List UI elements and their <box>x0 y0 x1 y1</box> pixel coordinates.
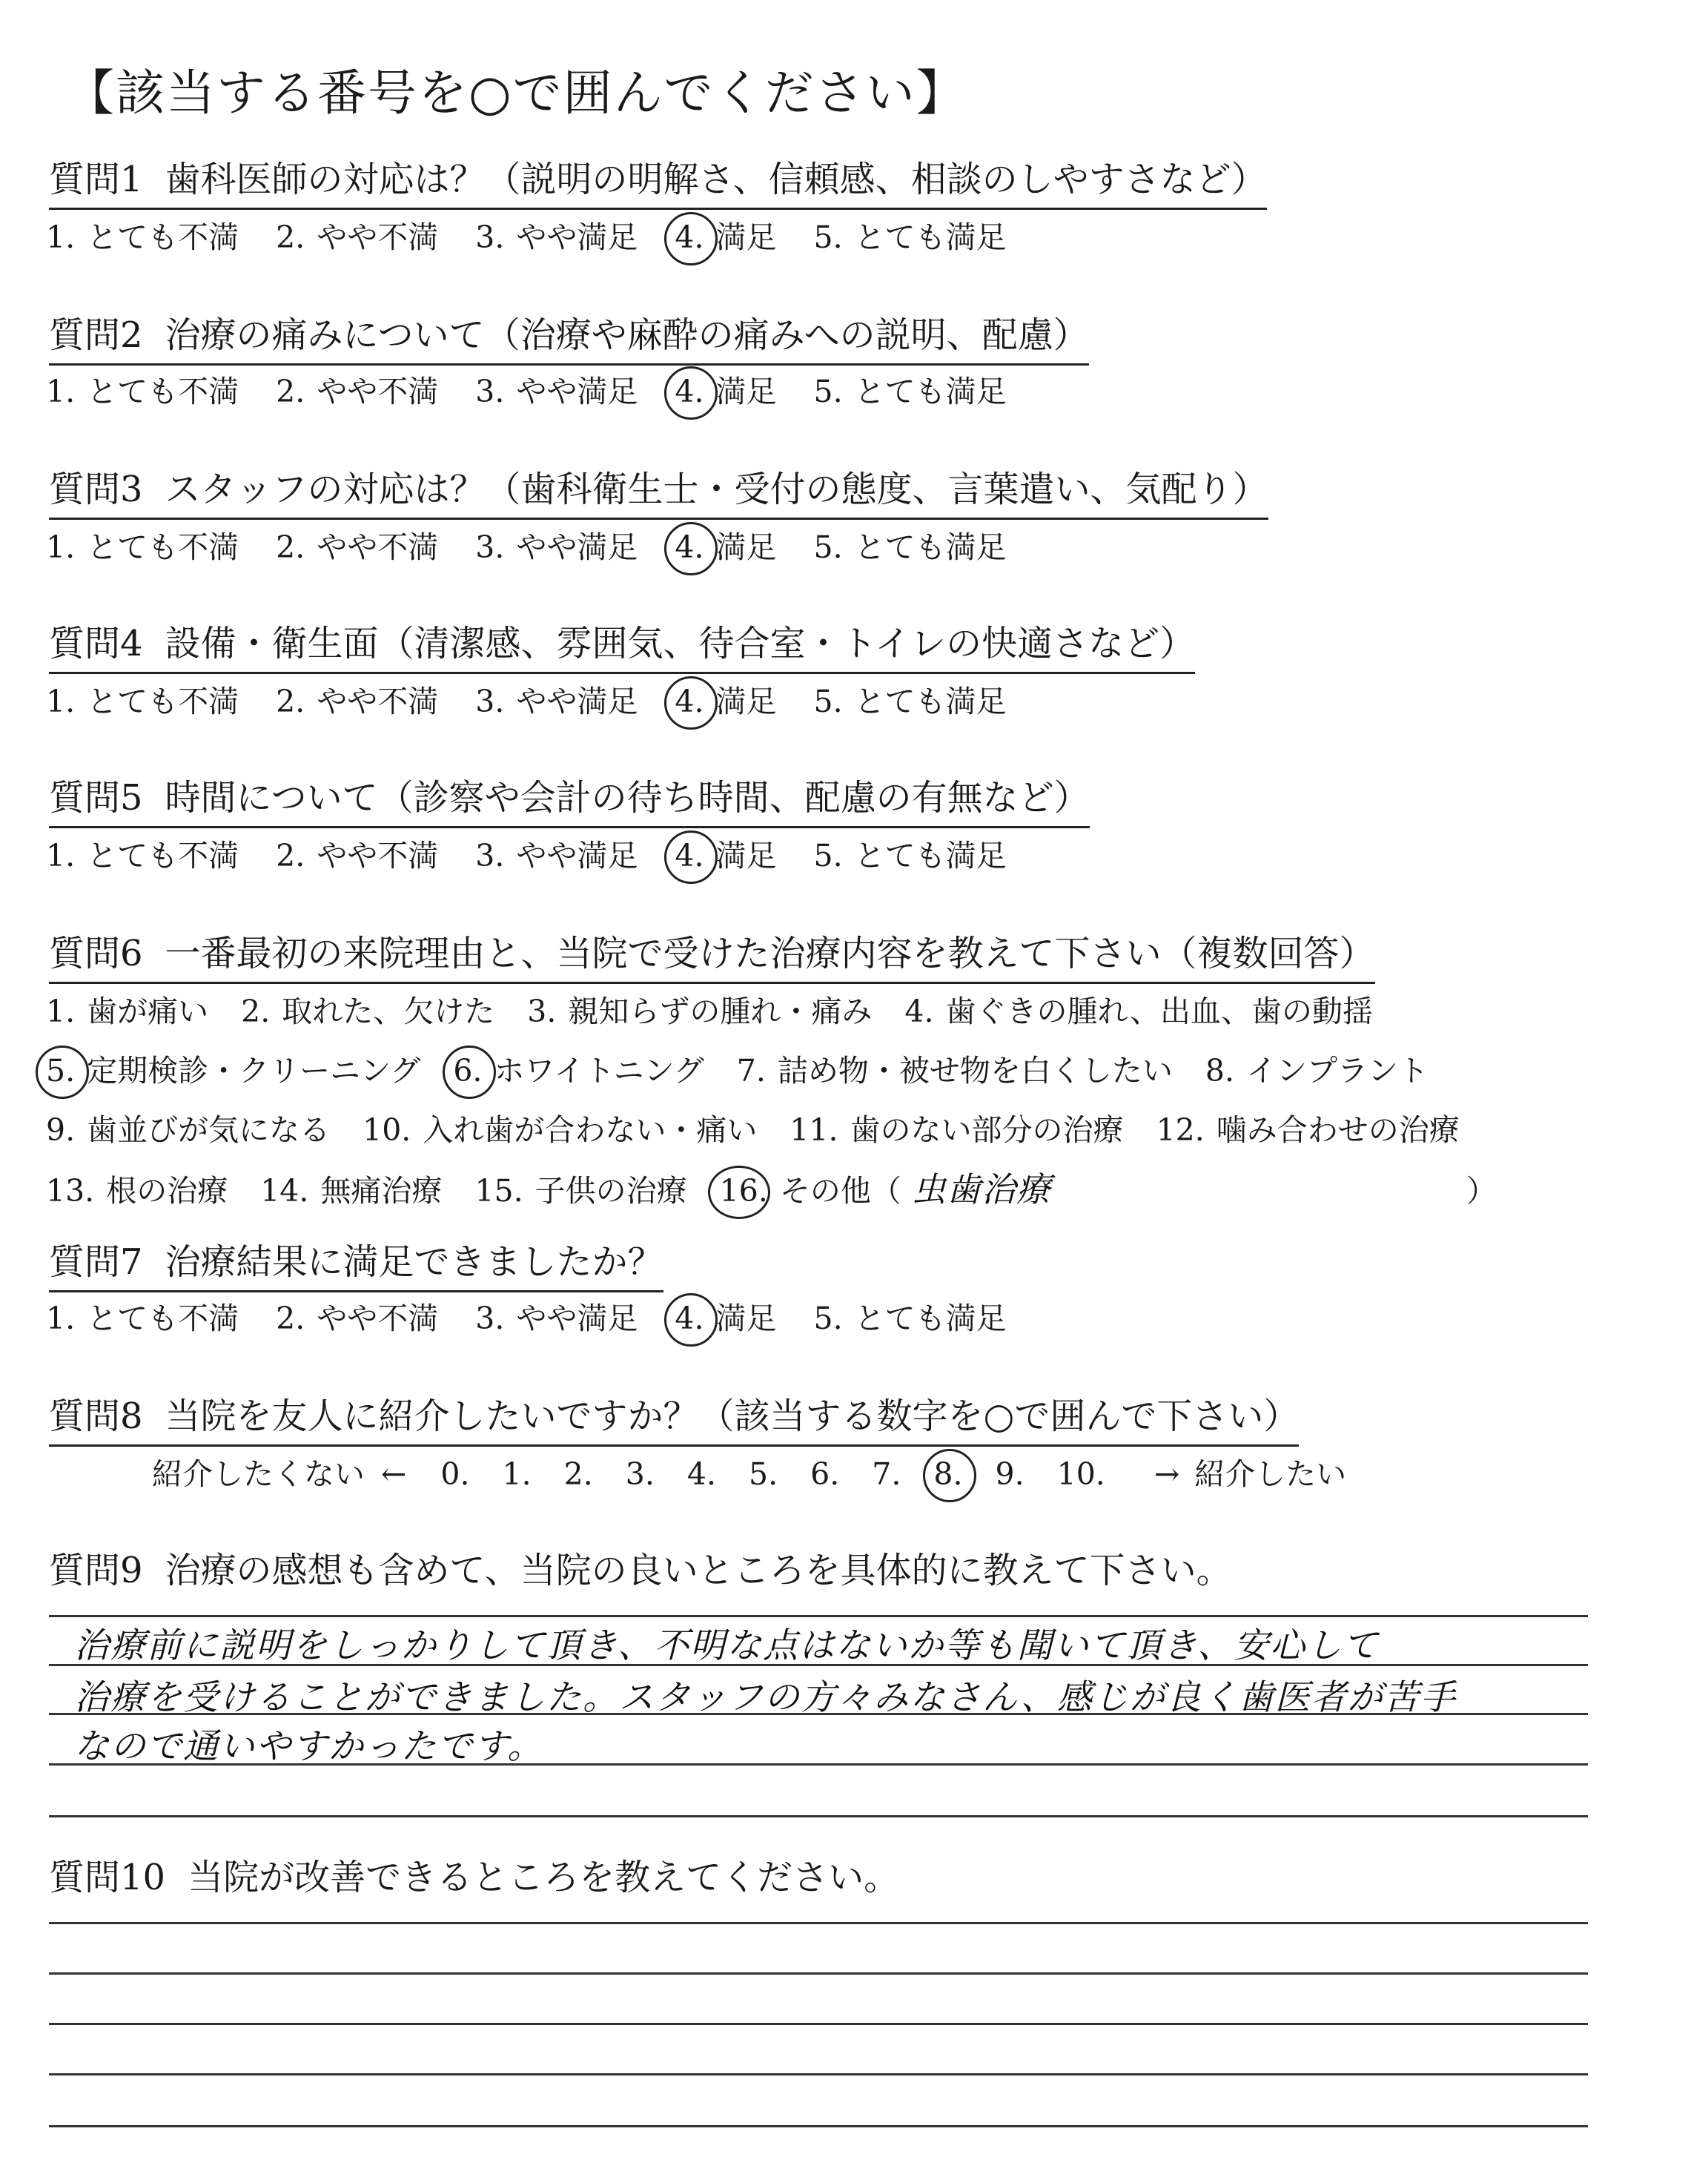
option-label: やや満足 <box>516 838 638 873</box>
option-label: やや満足 <box>516 1301 638 1336</box>
scale-value[interactable]: 1. <box>502 1456 532 1492</box>
option-label: とても満足 <box>854 374 1007 409</box>
question-number: 質問9 <box>49 1550 143 1591</box>
option-label: やや不満 <box>317 219 439 255</box>
option-label: やや不満 <box>317 684 439 719</box>
handwritten-answer-line: なので通いやすかったです。 <box>74 1726 544 1767</box>
scale-value[interactable]: 4. <box>686 1456 716 1492</box>
answer-option[interactable] <box>46 372 239 411</box>
treatment-option[interactable] <box>46 1111 330 1149</box>
option-number: 1. <box>46 374 76 409</box>
question-4-options <box>46 682 1044 721</box>
option-number: 1. <box>46 529 76 565</box>
answer-option[interactable] <box>475 528 638 567</box>
option-number: 3. <box>527 994 557 1029</box>
treatment-option[interactable] <box>260 1172 442 1210</box>
question-5-options <box>46 836 1044 875</box>
option-number: 1. <box>46 1301 76 1336</box>
option-label: やや不満 <box>317 529 439 565</box>
treatment-option[interactable] <box>46 1172 228 1210</box>
question-6-title <box>49 931 1375 984</box>
answer-rule <box>49 2023 1588 2025</box>
option-number: 15. <box>474 1173 523 1209</box>
options-row <box>46 1170 1497 1229</box>
option-label: とても満足 <box>854 219 1007 255</box>
option-label: 子供の治療 <box>534 1173 687 1209</box>
option-label: 定期検診・クリーニング <box>87 1053 421 1089</box>
question-number: 質問10 <box>49 1857 166 1898</box>
option-number: 10. <box>363 1112 411 1148</box>
answer-option[interactable] <box>475 682 638 721</box>
option-label: とても満足 <box>854 684 1007 719</box>
option-number: 2. <box>276 838 305 873</box>
question-5-title <box>49 776 1090 828</box>
option-label: 取れた、欠けた <box>282 994 495 1029</box>
scale-value[interactable]: 8. <box>933 1456 963 1492</box>
answer-option[interactable] <box>675 218 776 257</box>
option-label: 満足 <box>715 1301 777 1336</box>
scale-value[interactable]: 0. <box>440 1456 470 1492</box>
option-number: 14. <box>260 1173 309 1209</box>
question-text: 歯科医師の対応は？（説明の明解さ、信頼感、相談のしやすさなど） <box>165 159 1267 200</box>
option-label: 歯並びが気になる <box>87 1112 331 1148</box>
answer-rule <box>49 1615 1588 1617</box>
answer-option[interactable] <box>276 836 438 875</box>
option-label: 満足 <box>715 374 777 409</box>
option-number: 2. <box>241 994 271 1029</box>
answer-rule <box>49 1815 1588 1817</box>
option-number: 3. <box>475 529 505 565</box>
option-label: 満足 <box>715 529 777 565</box>
question-text: スタッフの対応は？（歯科衛生士・受付の態度、言葉遣い、気配り） <box>165 469 1268 510</box>
option-number: 12. <box>1156 1112 1205 1148</box>
answer-option[interactable] <box>814 836 1007 875</box>
option-number: 5. <box>813 529 843 565</box>
option-label: やや不満 <box>317 1301 439 1336</box>
answer-option[interactable] <box>675 1299 776 1338</box>
answer-option[interactable] <box>814 682 1007 721</box>
option-label: 歯のない部分の治療 <box>850 1112 1124 1148</box>
option-label: とても不満 <box>87 838 239 873</box>
options-row <box>46 1051 1497 1111</box>
option-number: 4. <box>675 838 704 873</box>
option-number: 3. <box>475 838 505 873</box>
option-label: 満足 <box>715 219 777 255</box>
options-row <box>46 1111 1497 1170</box>
answer-rule <box>49 1972 1588 1975</box>
question-10-title <box>49 1855 899 1906</box>
question-text: 当院を友人に紹介したいですか？（該当する数字を○で囲んで下さい） <box>165 1396 1300 1437</box>
answer-option[interactable] <box>475 836 638 875</box>
left-arrow-icon: ← <box>381 1456 407 1492</box>
option-label: とても満足 <box>854 838 1007 873</box>
question-number: 質問2 <box>49 314 143 356</box>
option-label: 満足 <box>715 838 777 873</box>
question-3-title <box>49 467 1268 520</box>
answer-option[interactable] <box>475 218 638 257</box>
answer-option[interactable] <box>814 218 1007 257</box>
option-label: 入れ歯が合わない・痛い <box>423 1112 758 1148</box>
treatment-option[interactable] <box>904 992 1373 1031</box>
option-number: 8. <box>1205 1053 1234 1089</box>
question-1-options <box>46 218 1044 257</box>
option-label: 歯ぐきの腫れ、出血、歯の動揺 <box>945 994 1373 1029</box>
scale-left-label: 紹介したくない <box>152 1456 365 1492</box>
page-heading: 【該当する番号を○で囲んでください】 <box>65 65 967 122</box>
option-number: 3. <box>475 1301 505 1336</box>
right-arrow-icon: → <box>1153 1456 1180 1492</box>
option-number: 4. <box>904 994 934 1029</box>
option-number: 13. <box>46 1173 95 1209</box>
treatment-option[interactable] <box>737 1051 1173 1090</box>
handwritten-answer-line: 治療を受けることができました。スタッフの方々みなさん、感じが良く歯医者が苦手 <box>74 1677 1457 1718</box>
options-row <box>46 992 1497 1051</box>
option-label: その他（ <box>779 1173 901 1209</box>
answer-option[interactable] <box>675 682 776 721</box>
option-number: 3. <box>475 374 505 409</box>
scale-right-label: 紹介したい <box>1194 1456 1347 1492</box>
answer-option[interactable] <box>675 836 776 875</box>
answer-option[interactable] <box>276 528 438 567</box>
treatment-option[interactable] <box>720 1172 901 1210</box>
option-label: インプラント <box>1246 1053 1429 1089</box>
question-4-title <box>49 621 1195 674</box>
option-number: 2. <box>276 684 305 719</box>
question-9-title <box>49 1548 1232 1599</box>
scale-value[interactable]: 6. <box>810 1456 840 1492</box>
answer-option[interactable] <box>46 218 239 257</box>
question-text: 当院が改善できるところを教えてください。 <box>188 1857 900 1898</box>
treatment-option[interactable] <box>1205 1051 1429 1090</box>
option-number: 5. <box>813 374 843 409</box>
option-label: とても不満 <box>87 219 239 255</box>
answer-option[interactable] <box>46 1299 239 1338</box>
option-number: 4. <box>675 219 704 255</box>
question-number: 質問3 <box>49 469 143 510</box>
option-number: 2. <box>276 1301 305 1336</box>
answer-option[interactable] <box>276 1299 438 1338</box>
scale-values <box>440 1455 1137 1493</box>
question-2-title <box>49 313 1089 366</box>
option-number: 5. <box>813 219 843 255</box>
option-number: 4. <box>675 1301 704 1336</box>
treatment-option[interactable] <box>46 1051 420 1090</box>
option-number: 5. <box>813 838 843 873</box>
option-label: 親知らずの腫れ・痛み <box>568 994 873 1029</box>
option-label: 根の治療 <box>106 1173 228 1209</box>
option-number: 4. <box>675 684 704 719</box>
question-text: 治療の感想も含めて、当院の良いところを具体的に教えて下さい。 <box>165 1550 1232 1591</box>
option-number: 5. <box>813 684 843 719</box>
question-number: 質問7 <box>49 1241 143 1283</box>
question-text: 設備・衛生面（清潔感、雰囲気、待合室・トイレの快適さなど） <box>165 623 1196 664</box>
other-handwritten-answer: 虫歯治療 <box>911 1169 1051 1209</box>
treatment-option[interactable] <box>453 1051 704 1090</box>
answer-option[interactable] <box>46 836 239 875</box>
option-label: やや不満 <box>317 838 439 873</box>
option-label: 詰め物・被せ物を白くしたい <box>777 1053 1173 1089</box>
question-text: 治療の痛みについて（治療や麻酔の痛みへの説明、配慮） <box>165 314 1089 356</box>
question-text: 治療結果に満足できましたか？ <box>165 1241 663 1283</box>
treatment-option[interactable] <box>363 1111 757 1149</box>
question-number: 質問5 <box>49 777 143 819</box>
answer-option[interactable] <box>46 682 239 721</box>
option-label: 歯が痛い <box>87 994 209 1029</box>
option-label: やや不満 <box>317 374 439 409</box>
option-number: 2. <box>276 219 305 255</box>
treatment-option[interactable] <box>790 1111 1123 1149</box>
option-number: 1. <box>46 219 76 255</box>
treatment-option[interactable] <box>527 992 872 1031</box>
option-label: 噛み合わせの治療 <box>1216 1112 1460 1148</box>
option-number: 4. <box>675 529 704 565</box>
option-label: とても満足 <box>854 1301 1007 1336</box>
scale-value[interactable]: 5. <box>748 1456 778 1492</box>
treatment-option[interactable] <box>46 992 208 1031</box>
question-text: 時間について（診察や会計の待ち時間、配慮の有無など） <box>165 777 1090 819</box>
option-label: とても満足 <box>854 529 1007 565</box>
option-label: とても不満 <box>87 529 239 565</box>
option-label: やや満足 <box>516 684 638 719</box>
option-number: 2. <box>276 529 305 565</box>
answer-option[interactable] <box>814 1299 1007 1338</box>
question-number: 質問4 <box>49 623 143 664</box>
answer-option[interactable] <box>276 218 438 257</box>
treatment-option[interactable] <box>1156 1111 1460 1149</box>
answer-option[interactable] <box>475 372 638 411</box>
recommend-scale <box>152 1455 1346 1493</box>
treatment-option[interactable] <box>474 1172 686 1210</box>
option-label: 満足 <box>715 684 777 719</box>
question-3-options <box>46 528 1044 567</box>
option-number: 2. <box>276 374 305 409</box>
scale-value[interactable]: 2. <box>563 1456 593 1492</box>
question-2-options <box>46 372 1044 411</box>
option-number: 7. <box>736 1053 766 1089</box>
option-label: やや満足 <box>516 529 638 565</box>
option-number: 3. <box>475 219 505 255</box>
option-number: 11. <box>790 1112 838 1148</box>
question-6-options <box>46 992 1497 1229</box>
option-number: 1. <box>46 994 76 1029</box>
answer-rule <box>49 2073 1588 2075</box>
option-number: 4. <box>675 374 704 409</box>
option-label: とても不満 <box>87 684 239 719</box>
option-number: 6. <box>453 1053 483 1089</box>
question-number: 質問1 <box>49 159 143 200</box>
question-7-options <box>46 1299 1044 1338</box>
option-label: とても不満 <box>87 374 239 409</box>
answer-option[interactable] <box>814 372 1007 411</box>
answer-option[interactable] <box>276 372 438 411</box>
other-close-paren: ） <box>1466 1173 1497 1209</box>
question-text: 一番最初の来院理由と、当院で受けた治療内容を教えて下さい（複数回答） <box>165 933 1375 974</box>
option-number: 5. <box>813 1301 843 1336</box>
scale-value[interactable]: 9. <box>995 1456 1025 1492</box>
question-number: 質問6 <box>49 933 143 974</box>
option-number: 16. <box>719 1173 768 1209</box>
option-label: ホワイトニング <box>494 1053 704 1089</box>
answer-option[interactable] <box>814 528 1007 567</box>
answer-option[interactable] <box>675 528 776 567</box>
answer-option[interactable] <box>276 682 438 721</box>
treatment-option[interactable] <box>241 992 494 1031</box>
scale-value[interactable]: 7. <box>872 1456 901 1492</box>
answer-option[interactable] <box>475 1299 638 1338</box>
option-number: 3. <box>475 684 505 719</box>
option-number: 9. <box>46 1112 76 1148</box>
option-label: やや満足 <box>516 219 638 255</box>
answer-rule <box>49 1922 1588 1924</box>
answer-rule <box>49 2125 1588 2127</box>
option-number: 1. <box>46 838 76 873</box>
option-number: 5. <box>46 1053 76 1089</box>
option-label: やや満足 <box>516 374 638 409</box>
question-1-title <box>49 157 1267 210</box>
option-label: とても不満 <box>87 1301 239 1336</box>
scale-value[interactable]: 10. <box>1056 1456 1105 1492</box>
option-label: 無痛治療 <box>320 1173 443 1209</box>
question-7-title <box>49 1240 663 1292</box>
question-8-title <box>49 1394 1299 1447</box>
handwritten-answer-line: 治療前に説明をしっかりして頂き、不明な点はないか等も聞いて頂き、安心して <box>74 1625 1380 1666</box>
answer-option[interactable] <box>675 372 776 411</box>
option-number: 1. <box>46 684 76 719</box>
answer-option[interactable] <box>46 528 239 567</box>
scale-value[interactable]: 3. <box>625 1456 655 1492</box>
question-number: 質問8 <box>49 1396 143 1437</box>
